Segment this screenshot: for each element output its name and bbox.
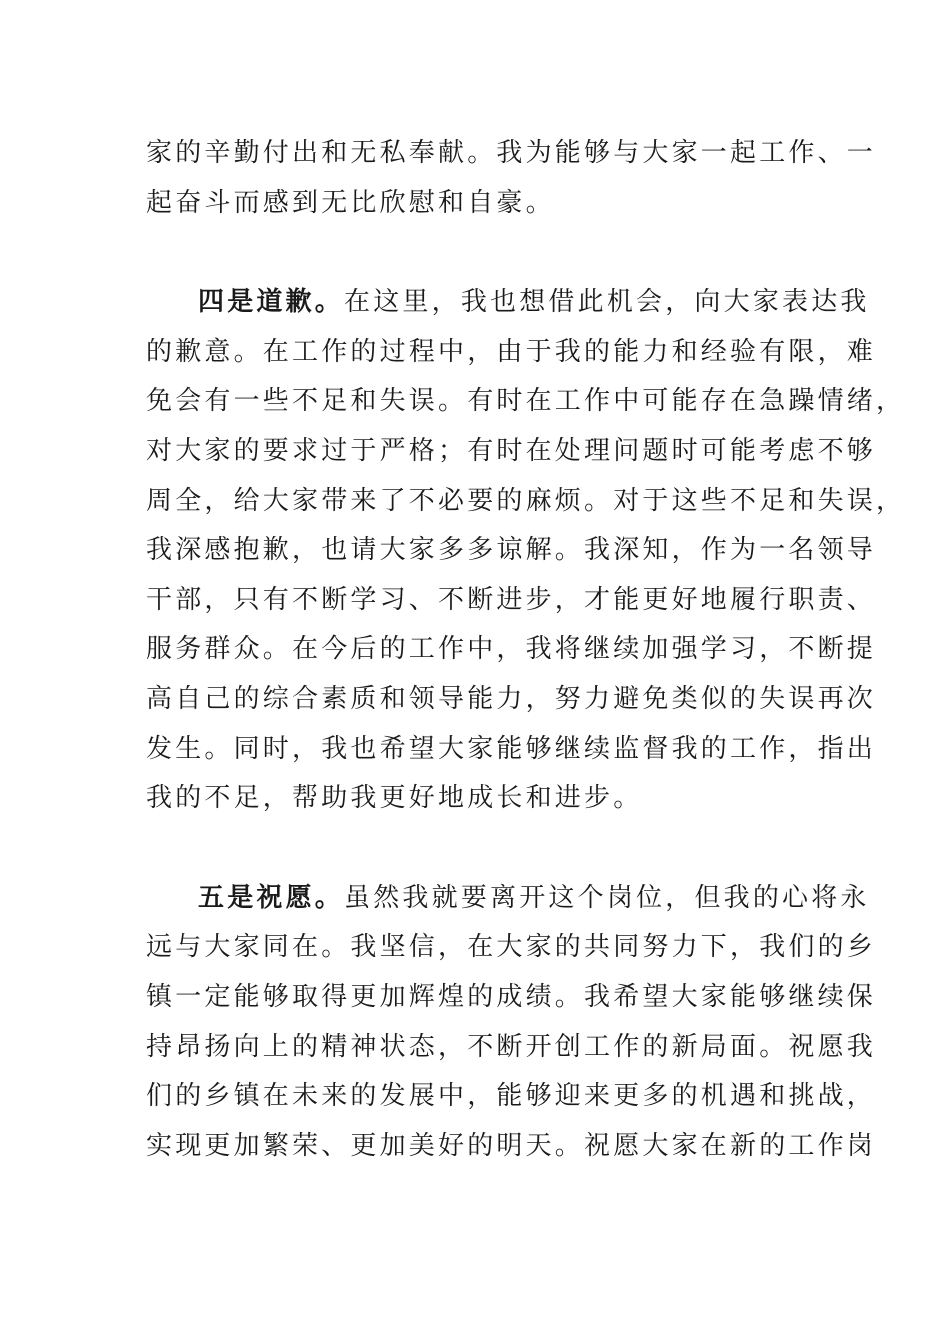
text-line: 发生。同时，我也希望大家能够继续监督我的工作，指出 — [146, 733, 877, 764]
text-line: 的歉意。在工作的过程中，由于我的能力和经验有限，难 — [146, 336, 877, 367]
text-line: 我深感抱歉，也请大家多多谅解。我深知，作为一名领导 — [146, 535, 877, 566]
paragraph-gap — [146, 824, 806, 874]
text-line: 镇一定能够取得更加辉煌的成绩。我希望大家能够继续保 — [146, 981, 877, 1012]
paragraph-wishes — [146, 874, 877, 1172]
text-line: 我的不足，帮助我更好地成长和进步。 — [146, 783, 643, 814]
paragraph-continuation — [146, 129, 877, 228]
text-line: 们的乡镇在未来的发展中，能够迎来更多的机遇和挑战， — [146, 1081, 877, 1112]
text-line: 持昂扬向上的精神状态，不断开创工作的新局面。祝愿我 — [146, 1031, 877, 1062]
paragraph-gap — [146, 228, 806, 278]
text-line: 干部，只有不断学习、不断进步，才能更好地履行职责、 — [146, 584, 877, 615]
text-line: 实现更加繁荣、更加美好的明天。祝愿大家在新的工作岗 — [146, 1130, 877, 1161]
text-line: 高自己的综合素质和领导能力，努力避免类似的失误再次 — [146, 683, 877, 714]
section-heading-wishes: 五是祝愿。 — [198, 882, 345, 913]
paragraph-first-line — [146, 874, 870, 924]
text-line: 起奋斗而感到无比欣慰和自豪。 — [146, 187, 555, 218]
paragraph-apology — [146, 278, 906, 824]
paragraph-first-line — [146, 278, 870, 328]
text-line: 远与大家同在。我坚信，在大家的共同努力下，我们的乡 — [146, 932, 877, 963]
text-line: 周全，给大家带来了不必要的麻烦。对于这些不足和失误， — [146, 485, 906, 516]
text-line: 对大家的要求过于严格；有时在处理问题时可能考虑不够 — [146, 435, 877, 466]
text-line: 免会有一些不足和失误。有时在工作中可能存在急躁情绪， — [146, 386, 906, 417]
section-heading-apology: 四是道歉。 — [198, 287, 345, 318]
text-run: 在这里，我也想借此机会，向大家表达我 — [344, 287, 870, 318]
text-line: 服务群众。在今后的工作中，我将继续加强学习，不断提 — [146, 634, 877, 665]
document-body — [146, 129, 906, 1171]
text-line: 家的辛勤付出和无私奉献。我为能够与大家一起工作、一 — [146, 138, 877, 168]
text-run: 虽然我就要离开这个岗位，但我的心将永 — [344, 882, 870, 913]
